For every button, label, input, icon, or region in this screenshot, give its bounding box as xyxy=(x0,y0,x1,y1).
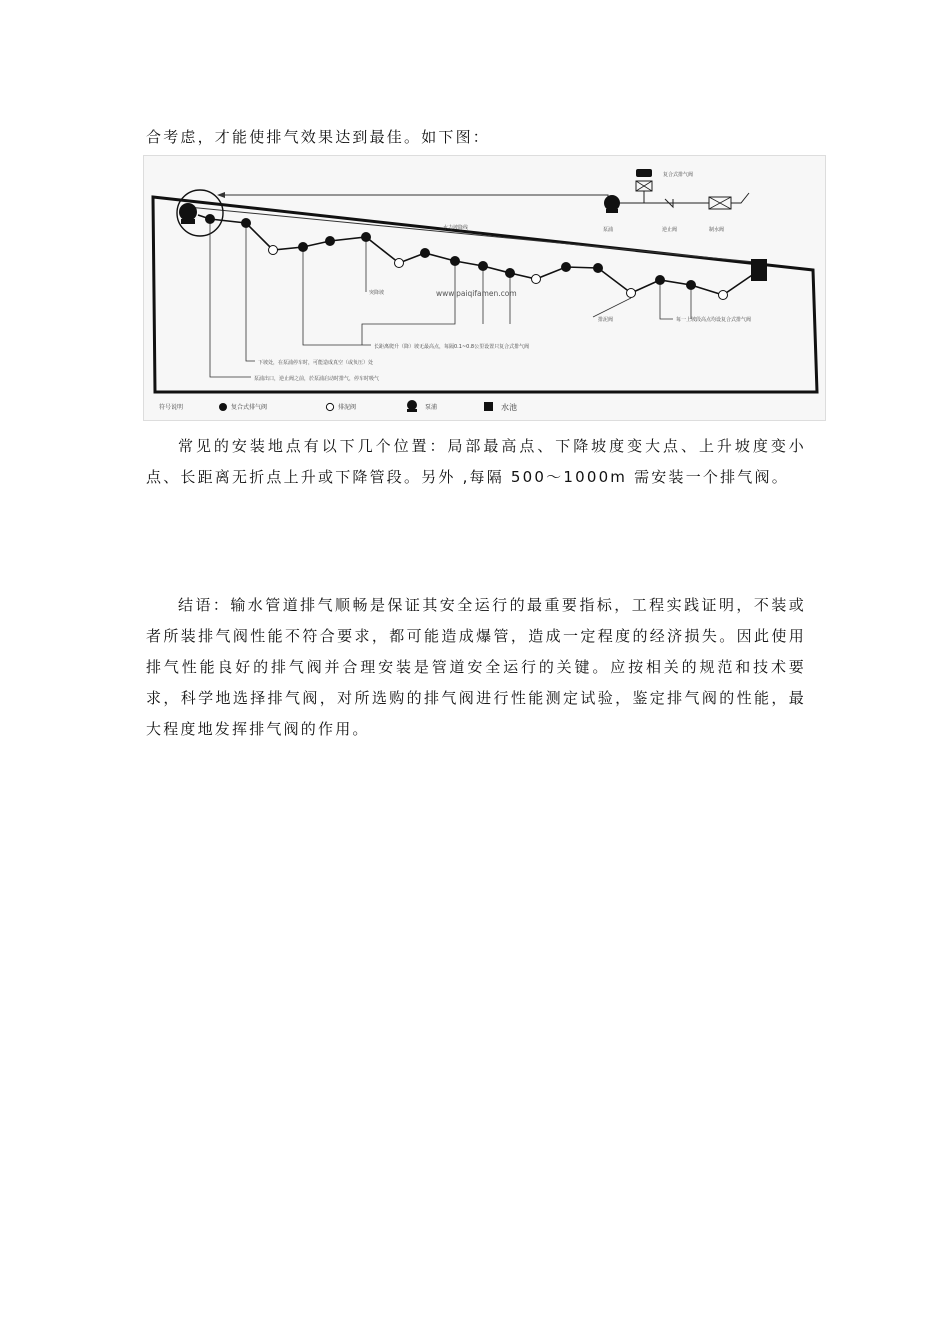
water-tank-icon xyxy=(751,259,767,281)
composite-valve-icon xyxy=(361,232,371,242)
composite-valve-icon xyxy=(205,214,215,224)
long-distance-note: 长距离爬升（降）坡无最高点，每隔0.1~0.8公里设置只复合式排气阀 xyxy=(374,344,530,350)
composite-valve-icon xyxy=(686,280,696,290)
drain-valve-icon xyxy=(719,291,728,300)
composite-valve-icon xyxy=(420,248,430,258)
drain-valve-icon xyxy=(627,289,636,298)
legend-tank-icon xyxy=(484,402,493,411)
check-valve-label: 逆止阀 xyxy=(662,227,678,233)
legend-pump-icon xyxy=(407,400,417,410)
composite-valve-icon xyxy=(655,275,665,285)
exhaust-valve-layout-diagram xyxy=(143,155,826,421)
pump-outlet-note: 泵浦出口，逆止阀之前，於泵浦启动时排气，停车时吸气 xyxy=(254,376,380,382)
composite-valve-icon xyxy=(593,263,603,273)
composite-valve-top-icon xyxy=(636,169,652,177)
legend-drain-label: 排泥阀 xyxy=(338,404,357,411)
drain-valve-note: 排泥阀 xyxy=(598,317,614,323)
composite-valve-icon xyxy=(478,261,488,271)
interval-note: 每一上坡段高点均设复合式排气阀 xyxy=(676,317,752,323)
drain-valve-icon xyxy=(532,275,541,284)
legend-tank-label: 水池 xyxy=(501,403,517,412)
legend-drain-icon xyxy=(326,403,333,410)
paragraph-conclusion: 结语：输水管道排气顺畅是保证其安全运行的最重要指标，工程实践证明，不装或者所装排气阀性能不符合要求，都可能造成爆管，造成一定程度的经济损失。因此使用排气性能良好的排气阀并合理安装是管道安全运行的关键。应按相关的规范和技术要求，科学地选择排气阀，对所选购的排气阀进行性能测定试验，鉴定排气阀的性能，最大程度地发挥排气阀的作用。 xyxy=(146,596,806,738)
paragraph-installation: 常见的安装地点有以下几个位置：局部最高点、下降坡度变大点、上升坡度变小点、长距离无折点上升或下降管段。另外 ,每隔 500～1000m 需安装一个排气阀。 xyxy=(146,437,806,486)
composite-valve-icon xyxy=(241,218,251,228)
composite-valve-icon xyxy=(561,262,571,272)
watermark-text: www.paiqifamen.com xyxy=(436,289,517,298)
downslope-note: 下坡处，在泵浦停车时，可能造成真空（或负压）处 xyxy=(258,360,374,366)
legend-pump-label: 泵浦 xyxy=(425,404,438,411)
composite-valve-icon xyxy=(505,268,515,278)
composite-valve-icon xyxy=(325,236,335,246)
legend-composite-icon xyxy=(219,403,227,411)
pump-base-top xyxy=(606,209,618,213)
drain-valve-icon xyxy=(269,246,278,255)
pump-base-left xyxy=(181,219,195,224)
slope-line-label: 水力坡降线 xyxy=(443,225,469,231)
drain-valve-icon xyxy=(395,259,404,268)
composite-valve-top-label: 复合式排气阀 xyxy=(663,172,694,178)
pump-icon-left xyxy=(179,203,197,221)
composite-valve-icon xyxy=(298,242,308,252)
gate-valve-label: 制水阀 xyxy=(709,227,725,233)
composite-valve-icon xyxy=(450,256,460,266)
intro-line: 合考虑，才能使排气效果达到最佳。如下图： xyxy=(146,128,491,146)
legend-composite-label: 复合式排气阀 xyxy=(231,404,268,411)
pump-label: 泵浦 xyxy=(603,227,614,233)
legend-title: 符号说明 xyxy=(159,404,184,411)
sudden-drop-label: 突降坡 xyxy=(369,290,385,296)
pump-icon-top xyxy=(604,195,620,211)
